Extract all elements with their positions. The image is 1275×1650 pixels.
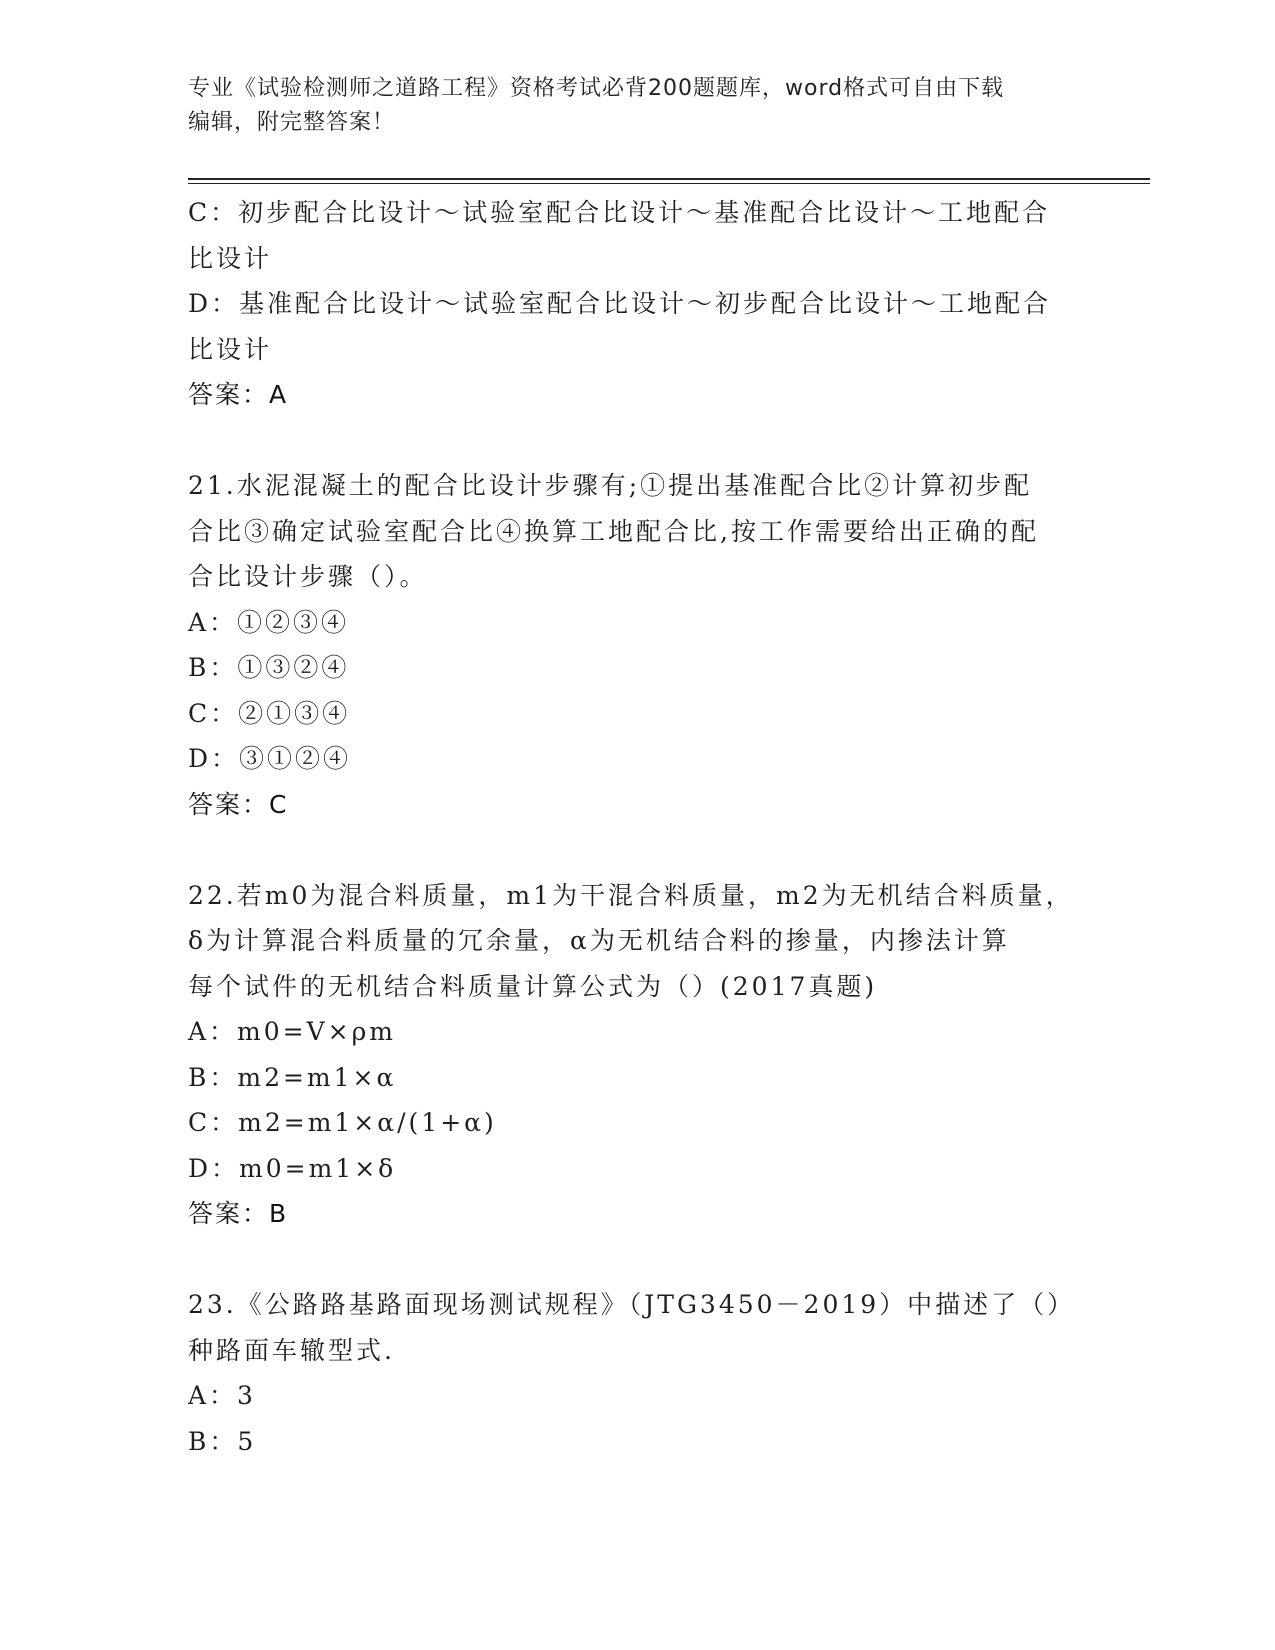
- question-spacer: [188, 418, 1078, 464]
- option-d: D：m0=m1×δ: [188, 1153, 397, 1183]
- question-21: [188, 463, 1078, 827]
- question-23: [188, 1282, 1078, 1464]
- option-d-line-continued: 比设计: [188, 334, 273, 364]
- question-stem-line: 21.水泥混凝土的配合比设计步骤有;①提出基准配合比②计算初步配: [188, 471, 1033, 500]
- option-a: A：3: [188, 1381, 256, 1410]
- answer-label: 答案：C: [188, 789, 289, 819]
- option-d: D：③①②④: [188, 744, 352, 773]
- answer-label: 答案：B: [188, 1199, 289, 1228]
- option-a: A：m0=V×ρm: [188, 1017, 397, 1046]
- option-b: B：①③②④: [188, 653, 350, 682]
- question-spacer: [188, 827, 1078, 873]
- question-stem-line: 合比设计步骤（）。: [188, 562, 428, 591]
- question-stem-line: 22.若m0为混合料质量，m1为干混合料质量，m2为无机结合料质量，: [188, 880, 1074, 910]
- question-stem-line: 每个试件的无机结合料质量计算公式为（）(2017真题): [188, 971, 878, 1001]
- option-a: A：①②③④: [188, 607, 350, 637]
- question-spacer: [188, 1237, 1078, 1283]
- option-b: B：m2=m1×α: [188, 1062, 397, 1092]
- option-c: C：②①③④: [188, 698, 351, 728]
- header-divider-thick: [188, 178, 1150, 180]
- answer-label: 答案：A: [188, 380, 289, 409]
- option-c-line-continued: 比设计: [188, 243, 273, 273]
- option-c: C：m2=m1×α/(1+α): [188, 1108, 497, 1137]
- question-stem-line: 种路面车辙型式.: [188, 1335, 395, 1365]
- option-c-line: C：初步配合比设计～试验室配合比设计～基准配合比设计～工地配合: [188, 198, 1051, 227]
- previous-question-tail: [188, 190, 1078, 418]
- header-title-line: 专业《试验检测师之道路工程》资格考试必背200题题库，word格式可自由下载: [188, 76, 1005, 101]
- header-divider-thin: [188, 183, 1150, 184]
- option-b: B：5: [188, 1426, 257, 1456]
- question-stem-line: 合比③确定试验室配合比④换算工地配合比,按工作需要给出正确的配: [188, 516, 1039, 546]
- question-22: [188, 873, 1078, 1237]
- option-d-line: D：基准配合比设计～试验室配合比设计～初步配合比设计～工地配合: [188, 289, 1052, 318]
- header-title-line-2: 编辑，附完整答案！: [188, 110, 396, 135]
- document-header: [188, 72, 1068, 140]
- question-stem-line: 23.《公路路基路面现场测试规程》（JTG3450－2019）中描述了（）: [188, 1290, 1076, 1319]
- question-stem-line: δ为计算混合料质量的冗余量，α为无机结合料的掺量，内掺法计算: [188, 926, 1010, 955]
- question-content: [188, 190, 1078, 1464]
